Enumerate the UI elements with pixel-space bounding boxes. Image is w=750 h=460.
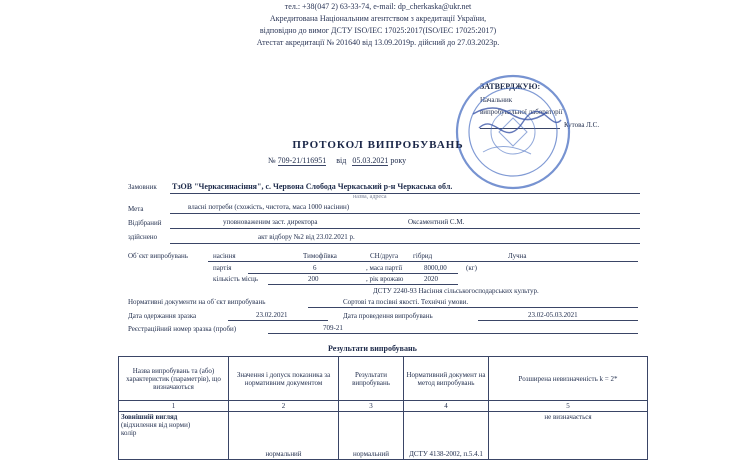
- approval-signature-line: [480, 128, 560, 129]
- approval-name: Кутова Л.С.: [564, 121, 600, 129]
- row-result: нормальний: [339, 412, 404, 460]
- protocol-number-line: [268, 156, 406, 165]
- object-category: СН/друга: [370, 252, 399, 260]
- results-table: [118, 356, 648, 460]
- col-header-name: Назва випробувань та (або) характеристик (параметрів), що визначаються: [119, 357, 229, 401]
- row-name-note: (відхилення від норми): [121, 421, 191, 429]
- lot-mass-label: , маса партії: [366, 264, 403, 272]
- row-name-cell: [119, 412, 229, 460]
- received-date-label: Дата одержання зразка: [128, 312, 197, 320]
- approval-title: ЗАТВЕРДЖУЮ:: [480, 82, 541, 91]
- lot-mass-value: 8000,00: [424, 264, 447, 272]
- col-number: 2: [229, 401, 339, 412]
- object-label: Об`єкт випробувань: [128, 252, 188, 260]
- results-header-row: [119, 357, 648, 401]
- harvest-value: 2020: [424, 275, 438, 283]
- sampling-act-value: акт відбору №2 від 23.02.2021 р.: [258, 233, 355, 241]
- results-title: Результати випробувань: [328, 344, 417, 353]
- col-header-result: Результати випробувань: [339, 357, 404, 401]
- col-number: 3: [339, 401, 404, 412]
- row-name-sub: колір: [121, 429, 137, 437]
- tests-date-value: 23.02-05.03.2021: [528, 311, 578, 319]
- row-method: ДСТУ 4138-2002, п.5.4.1: [404, 412, 489, 460]
- client-label: Замовник: [128, 183, 157, 191]
- header-certificate: Атестат акредитації № 201640 від 13.09.2019р. дійсний до 27.03.2023р.: [256, 38, 500, 47]
- row-uncertainty: не визначається: [489, 412, 648, 460]
- normative-label: Нормативні документи на об`єкт випробувань: [128, 298, 266, 306]
- lot-mass-unit: (кг): [466, 264, 477, 272]
- lot-label: партія: [213, 264, 232, 272]
- normative-value-line1: ДСТУ 2240-93 Насіння сільськогосподарських культур.: [373, 287, 539, 295]
- normative-value-line2: Сортові та посівні якості. Технічні умови.: [343, 298, 469, 306]
- lot-value: 6: [313, 264, 317, 272]
- object-kind: насіння: [213, 252, 236, 260]
- document-page: [108, 0, 648, 458]
- row-norm: нормальний: [229, 412, 339, 460]
- purpose-value: власні потреби (схожість, чистота, маса 1000 насінин): [188, 203, 350, 211]
- purpose-label: Мета: [128, 205, 144, 213]
- header-contacts: тел.: +38(047 2) 63-33-74, e-mail: dp_cherkaska@ukr.net: [284, 2, 472, 11]
- approval-lab: випробувальної лабораторії: [480, 108, 563, 116]
- harvest-label: , рік врожаю: [366, 275, 404, 283]
- received-date-value: 23.02.2021: [256, 311, 288, 319]
- results-number-row: [119, 401, 648, 412]
- sampling-act-label: здійснено: [128, 233, 158, 241]
- col-header-norm: Значення і допуск показника за нормативним документом: [229, 357, 339, 401]
- places-label: кількість місць: [213, 275, 258, 283]
- protocol-title: ПРОТОКОЛ ВИПРОБУВАНЬ: [292, 139, 464, 151]
- protocol-number: 709-21/116951: [277, 156, 327, 165]
- sampled-by-position: уповноваженим заст. директора: [223, 218, 318, 226]
- registration-label: Реєстраційний номер зразка (проби): [128, 325, 237, 333]
- protocol-date-suffix: року: [390, 156, 407, 165]
- sampled-by-name: Оксаментний С.М.: [408, 218, 465, 226]
- object-variety: Тимофіївка: [303, 252, 337, 260]
- client-value: ТзОВ "Черкасинасіння", с. Червона Слобода Черкаський р-н Черкаська обл.: [172, 182, 453, 191]
- table-row: [119, 412, 648, 460]
- places-value: 200: [308, 275, 319, 283]
- col-number: 1: [119, 401, 229, 412]
- header-accreditation-line1: Акредитована Національним агентством з акредитації України,: [269, 14, 487, 23]
- col-header-uncertainty: Розширена невизначеність k = 2*: [489, 357, 648, 401]
- approval-position: Начальник: [480, 96, 513, 104]
- registration-value: 709-21: [323, 324, 343, 332]
- row-name: Зовнішній вигляд: [121, 413, 178, 421]
- protocol-date: 05.03.2021: [352, 156, 389, 165]
- client-caption: назва, адреса: [353, 194, 387, 200]
- protocol-date-prefix: від: [336, 156, 347, 165]
- object-hybrid: гібрид: [413, 252, 433, 260]
- col-number: 4: [404, 401, 489, 412]
- col-number: 5: [489, 401, 648, 412]
- col-header-method: Нормативний документ на метод випробувань: [404, 357, 489, 401]
- tests-date-label: Дата проведення випробувань: [343, 312, 433, 320]
- protocol-number-prefix: №: [268, 156, 276, 165]
- object-variety-name: Лучна: [508, 252, 527, 260]
- sampled-by-label: Відібраний: [128, 219, 162, 227]
- header-accreditation-line2: відповідно до вимог ДСТУ ISO/IEC 17025:2017(ISO/IEC 17025:2017): [259, 26, 497, 35]
